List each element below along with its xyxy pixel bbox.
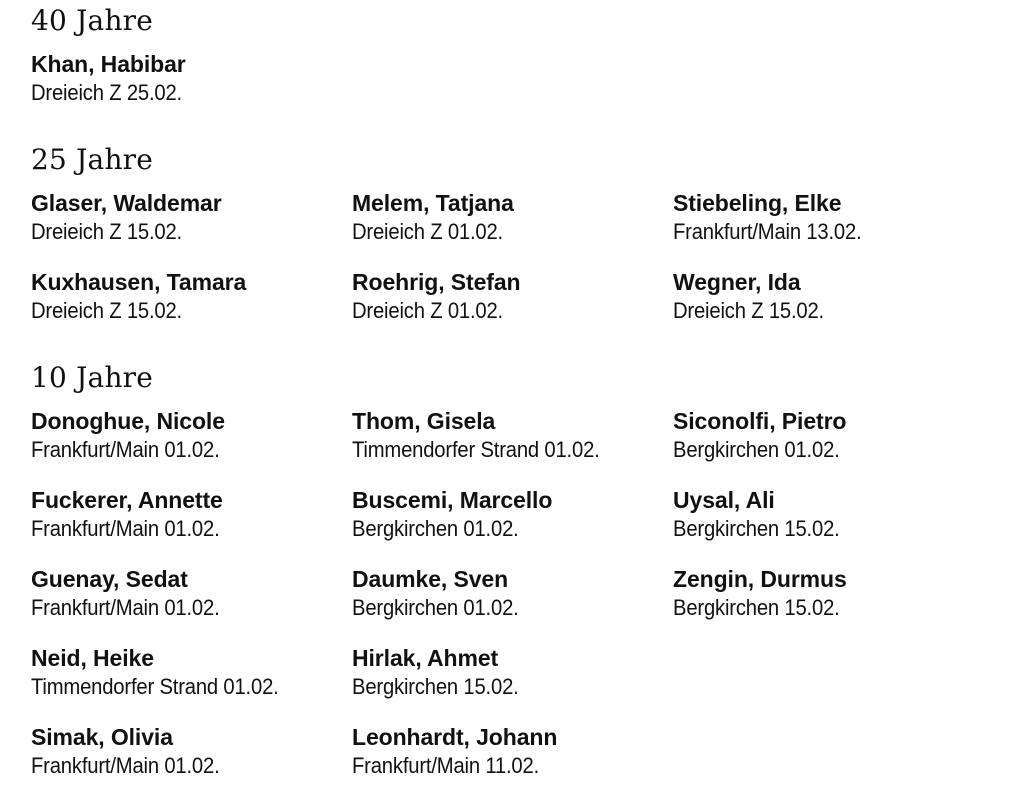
entry-grid (31, 407, 1001, 787)
list-item (673, 189, 993, 247)
person-name: Simak, Olivia (31, 724, 173, 750)
person-name: Neid, Heike (31, 645, 154, 671)
list-item (31, 268, 351, 326)
list-item (31, 486, 351, 544)
list-item (31, 50, 351, 108)
person-detail: Timmendorfer Strand 01.02. (31, 674, 279, 699)
person-detail: Frankfurt/Main 01.02. (31, 437, 220, 462)
section-10-jahre (31, 361, 1001, 787)
list-item (352, 189, 672, 247)
person-name: Guenay, Sedat (31, 566, 188, 592)
person-detail: Dreieich Z 01.02. (352, 298, 503, 323)
list-item (352, 268, 672, 326)
person-name: Thom, Gisela (352, 408, 496, 434)
person-detail: Bergkirchen 15.02. (352, 674, 519, 699)
list-item (352, 723, 672, 781)
list-item (352, 644, 672, 702)
list-item (673, 268, 993, 326)
person-name: Buscemi, Marcello (352, 487, 553, 513)
list-item (31, 565, 351, 623)
person-name: Siconolfi, Pietro (673, 408, 847, 434)
person-detail: Dreieich Z 01.02. (352, 219, 503, 244)
person-name: Uysal, Ali (673, 487, 775, 513)
person-name: Stiebeling, Elke (673, 190, 842, 216)
entry-grid (31, 50, 1001, 110)
entry-grid (31, 189, 1001, 329)
person-detail: Bergkirchen 15.02. (673, 516, 840, 541)
list-item (673, 407, 993, 465)
person-detail: Dreieich Z 15.02. (31, 298, 182, 323)
list-item (352, 486, 672, 544)
person-detail: Dreieich Z 15.02. (31, 219, 182, 244)
person-name: Glaser, Waldemar (31, 190, 222, 216)
person-detail: Bergkirchen 01.02. (352, 516, 519, 541)
person-name: Zengin, Durmus (673, 566, 847, 592)
person-detail: Bergkirchen 15.02. (673, 595, 840, 620)
person-detail: Frankfurt/Main 01.02. (31, 516, 220, 541)
list-item (352, 407, 672, 465)
person-detail: Dreieich Z 25.02. (31, 80, 182, 105)
list-item (31, 644, 351, 702)
person-name: Melem, Tatjana (352, 190, 514, 216)
person-detail: Frankfurt/Main 11.02. (352, 753, 540, 778)
list-item (673, 486, 993, 544)
person-name: Donoghue, Nicole (31, 408, 225, 434)
person-detail: Dreieich Z 15.02. (673, 298, 824, 323)
section-heading: 10 Jahre (31, 361, 154, 394)
person-detail: Bergkirchen 01.02. (352, 595, 519, 620)
person-detail: Frankfurt/Main 01.02. (31, 753, 220, 778)
section-25-jahre (31, 143, 1001, 329)
person-name: Khan, Habibar (31, 51, 186, 77)
section-heading: 40 Jahre (31, 4, 154, 37)
list-item (673, 565, 993, 623)
person-detail: Timmendorfer Strand 01.02. (352, 437, 600, 462)
list-item (31, 723, 351, 781)
person-detail: Frankfurt/Main 13.02. (673, 219, 862, 244)
person-name: Leonhardt, Johann (352, 724, 558, 750)
section-heading: 25 Jahre (31, 143, 154, 176)
person-detail: Frankfurt/Main 01.02. (31, 595, 220, 620)
person-detail: Bergkirchen 01.02. (673, 437, 840, 462)
person-name: Wegner, Ida (673, 269, 801, 295)
person-name: Fuckerer, Annette (31, 487, 223, 513)
person-name: Kuxhausen, Tamara (31, 269, 247, 295)
list-item (352, 565, 672, 623)
section-40-jahre (31, 4, 1001, 110)
person-name: Hirlak, Ahmet (352, 645, 499, 671)
list-item (31, 407, 351, 465)
person-name: Daumke, Sven (352, 566, 509, 592)
list-item (31, 189, 351, 247)
person-name: Roehrig, Stefan (352, 269, 521, 295)
